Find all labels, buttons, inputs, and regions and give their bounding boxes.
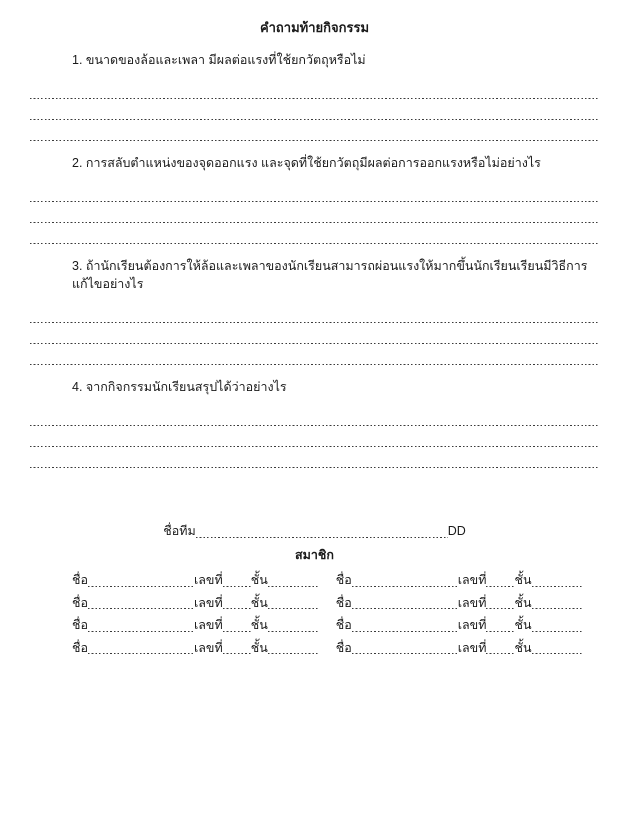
member-grade-label: ชั้น	[514, 618, 532, 633]
member-grade-label: ชั้น	[250, 618, 268, 633]
member-number-label: เลขที่	[194, 573, 223, 588]
member-name-blank	[88, 599, 194, 612]
member-number-label: เลขที่	[194, 618, 223, 633]
member-grade-label: ชั้น	[514, 573, 532, 588]
member-number-label: เลขที่	[457, 573, 487, 588]
member-name-label: ชื่อ	[72, 618, 88, 633]
member-row	[72, 612, 629, 635]
member-grade-label: ชั้น	[250, 640, 268, 655]
question-4-label: 4. จากกิจกรรมนักเรียนสรุปได้ว่าอย่างไร	[72, 380, 287, 395]
member-name-blank	[352, 599, 458, 612]
team-name-blank	[196, 528, 448, 541]
answer-line	[30, 223, 600, 244]
member-grade-label: ชั้น	[514, 595, 532, 610]
member-grade-blank	[532, 599, 582, 612]
question-1-label: 1. ขนาดของล้อและเพลา มีผลต่อแรงที่ใช้ยกวัตถุหรือไม่	[72, 52, 366, 67]
answer-line	[30, 78, 600, 99]
team-name-suffix: DD	[447, 524, 466, 539]
member-number-blank	[223, 644, 251, 657]
member-entry	[72, 616, 318, 634]
member-name-label: ชื่อ	[72, 595, 88, 610]
member-number-blank	[486, 576, 514, 589]
team-name-label: ชื่อทีม	[163, 524, 196, 539]
member-number-label: เลขที่	[194, 640, 223, 655]
member-grade-blank	[268, 599, 318, 612]
member-name-label: ชื่อ	[72, 640, 88, 655]
member-number-blank	[223, 576, 251, 589]
answer-line	[30, 344, 600, 365]
answer-line	[30, 120, 600, 141]
answer-line	[30, 447, 600, 468]
member-name-label: ชื่อ	[335, 595, 352, 610]
member-grade-label: ชั้น	[250, 595, 268, 610]
member-name-blank	[352, 644, 458, 657]
member-name-blank	[352, 576, 458, 589]
answer-line	[30, 323, 600, 344]
member-number-blank	[486, 599, 514, 612]
member-entry	[336, 571, 582, 589]
answer-line	[30, 99, 600, 120]
member-number-label: เลขที่	[457, 618, 487, 633]
team-section	[0, 522, 629, 656]
member-entry	[72, 639, 318, 657]
member-number-blank	[486, 644, 514, 657]
members-header: สมาชิก	[295, 547, 334, 562]
member-number-blank	[486, 621, 514, 634]
question-1-answer-area	[30, 78, 600, 141]
member-entry	[336, 594, 582, 612]
question-2-answer-area	[30, 181, 600, 244]
member-name-blank	[88, 644, 194, 657]
answer-line	[30, 302, 600, 323]
answer-line	[30, 202, 600, 223]
member-grade-blank	[532, 644, 582, 657]
question-3-label: 3. ถ้านักเรียนต้องการให้ล้อและเพลาของนักเรียนสามารถผ่อนแรงให้มากขึ้นนักเรียนเรียนมีวิธีการแก้ไขอย่างไร	[72, 259, 588, 292]
member-entry	[72, 571, 318, 589]
member-name-blank	[88, 621, 194, 634]
member-entry	[336, 639, 582, 657]
member-grade-label: ชั้น	[250, 573, 268, 588]
question-3-answer-area	[30, 302, 600, 365]
member-grade-blank	[532, 621, 582, 634]
member-grade-blank	[268, 644, 318, 657]
question-4-answer-area	[30, 405, 600, 468]
member-number-blank	[223, 599, 251, 612]
member-grade-blank	[268, 576, 318, 589]
member-row	[72, 589, 629, 612]
answer-line	[30, 181, 600, 202]
page-title: คำถามท้ายกิจกรรม	[259, 20, 370, 35]
member-number-blank	[223, 621, 251, 634]
member-name-label: ชื่อ	[335, 573, 352, 588]
member-number-label: เลขที่	[457, 595, 487, 610]
question-2-label: 2. การสลับตำแหน่งของจุดออกแรง และจุดที่ใช้ยกวัตถุมีผลต่อการออกแรงหรือไม่อย่างไร	[72, 155, 541, 170]
member-grade-blank	[268, 621, 318, 634]
member-name-label: ชื่อ	[72, 573, 88, 588]
answer-line	[30, 405, 600, 426]
member-entry	[336, 616, 582, 634]
team-name-row	[0, 522, 629, 540]
member-number-label: เลขที่	[457, 640, 487, 655]
member-grade-label: ชั้น	[514, 640, 532, 655]
member-name-blank	[352, 621, 458, 634]
member-row	[72, 567, 629, 590]
member-name-blank	[88, 576, 194, 589]
member-number-label: เลขที่	[194, 595, 223, 610]
member-name-label: ชื่อ	[335, 640, 352, 655]
member-row	[72, 634, 629, 657]
member-entry	[72, 594, 318, 612]
member-grade-blank	[532, 576, 582, 589]
answer-line	[30, 426, 600, 447]
member-name-label: ชื่อ	[335, 618, 352, 633]
